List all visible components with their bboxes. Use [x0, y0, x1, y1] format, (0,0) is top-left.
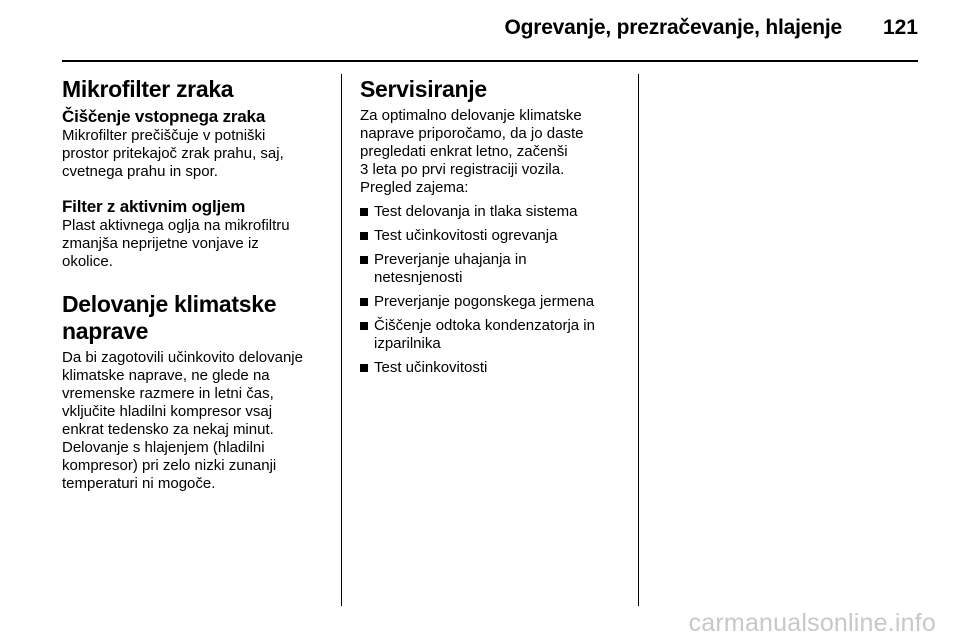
square-bullet-icon [360, 298, 368, 306]
paragraph-intake-cleaning [62, 127, 334, 181]
square-bullet-icon [360, 208, 368, 216]
text-line: prostor pritekajoč zrak prahu, saj, [62, 145, 284, 162]
text-line: temperaturi ni mogoče. [62, 475, 216, 492]
list-item [360, 359, 632, 377]
list-item-text: Preverjanje uhajanja in [374, 251, 527, 268]
list-item-text: Čiščenje odtoka kondenzatorja in [374, 317, 595, 334]
list-item [360, 203, 632, 221]
list-item [360, 227, 632, 245]
text-line: naprave priporočamo, da jo daste [360, 125, 584, 142]
list-item [360, 293, 632, 311]
text-line: zmanjša neprijetne vonjave iz [62, 235, 259, 252]
column-divider-left [341, 74, 342, 606]
text-line: pregledati enkrat letno, začenši [360, 143, 568, 160]
text-line: Mikrofilter prečiščuje v potniški [62, 127, 266, 144]
text-line: Pregled zajema: [360, 179, 469, 196]
page-header-title: Ogrevanje, prezračevanje, hlajenje [504, 16, 842, 39]
text-line: cvetnega prahu in spor. [62, 163, 218, 180]
page-number: 121 [882, 16, 918, 39]
list-item-text: Test delovanja in tlaka sistema [374, 203, 578, 220]
square-bullet-icon [360, 322, 368, 330]
text-line: Da bi zagotovili učinkovito delovanje [62, 349, 303, 366]
column-middle [360, 76, 632, 377]
paragraph-carbon-filter [62, 217, 334, 271]
text-line: enkrat tedensko za nekaj minut. [62, 421, 274, 438]
text-line: Plast aktivnega oglja na mikrofiltru [62, 217, 290, 234]
list-item-text: Test učinkovitosti [374, 359, 488, 376]
text-line: Za optimalno delovanje klimatske [360, 107, 582, 124]
inspection-list [360, 203, 632, 377]
text-line: kompresor) pri zelo nizki zunanji [62, 457, 277, 474]
text-line: 3 leta po prvi registraciji vozila. [360, 161, 565, 178]
section-heading-ac-operation [62, 291, 334, 345]
paragraph-ac-operation [62, 349, 334, 493]
section-heading-servicing: Servisiranje [360, 76, 487, 102]
square-bullet-icon [360, 364, 368, 372]
list-item-text: netesnjenosti [374, 269, 463, 286]
square-bullet-icon [360, 232, 368, 240]
paragraph-servicing [360, 107, 632, 197]
text-line: okolice. [62, 253, 113, 270]
column-divider-right [638, 74, 639, 606]
subheading-carbon-filter: Filter z aktivnim ogljem [62, 197, 246, 216]
list-item [360, 251, 632, 287]
column-left [62, 76, 334, 493]
section-heading-microfilter: Mikrofilter zraka [62, 76, 234, 102]
text-line: klimatske naprave, ne glede na [62, 367, 270, 384]
text-line: Delovanje s hlajenjem (hladilni [62, 439, 265, 456]
text-line: vključite hladilni kompresor vsaj [62, 403, 273, 420]
heading-line: Delovanje klimatske [62, 291, 277, 317]
subheading-intake-cleaning: Čiščenje vstopnega zraka [62, 107, 266, 126]
text-line: vremenske razmere in letni čas, [62, 385, 274, 402]
list-item-text: Test učinkovitosti ogrevanja [374, 227, 558, 244]
list-item-text: izparilnika [374, 335, 441, 352]
list-item [360, 317, 632, 353]
list-item-text: Preverjanje pogonskega jermena [374, 293, 595, 310]
heading-line: naprave [62, 318, 149, 344]
square-bullet-icon [360, 256, 368, 264]
watermark: carmanualsonline.info [688, 609, 936, 637]
header-rule [62, 60, 918, 62]
